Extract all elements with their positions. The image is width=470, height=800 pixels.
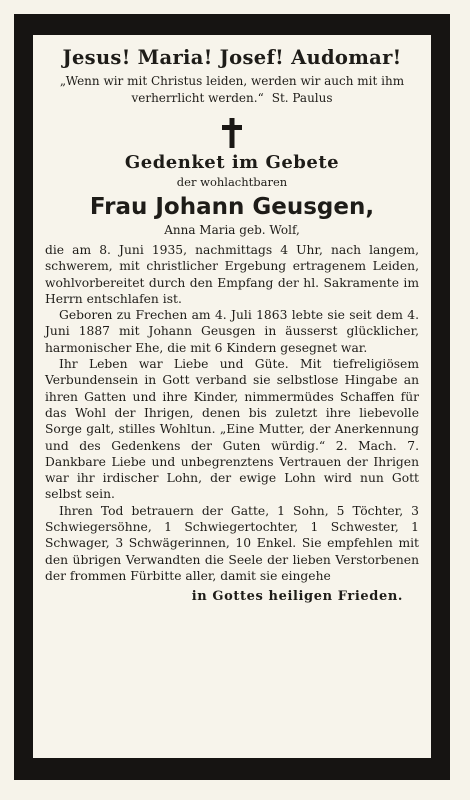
card-inner-panel (33, 35, 431, 758)
deceased-name: Frau Johann Geusgen, (89, 194, 375, 220)
motto-author: St. Paulus (271, 91, 333, 105)
scripture-motto (45, 73, 419, 107)
motto-text: „Wenn wir mit Christus leiden, werden wir auch mit ihm verherrlicht werden.“ (59, 74, 405, 105)
paragraph-life: Geboren zu Frechen am 4. Juli 1863 lebte sie seit dem 4. Juni 1887 mit Johann Geusgen in äusserst glücklicher, harmonischer Ehe, die mit 6 Kindern gesegnet war. (45, 308, 419, 355)
paragraph-character: Ihr Leben war Liebe und Güte. Mit tiefreligiösem Verbundensein in Gott verband sie selbstlose Hingabe an ihren Gatten und ihre Kinder, nimmermüdes Schaffen für das Wohl der Ihrigen, denen bis zuletzt ihre liebevolle Sorge galt, stilles Wohltun. „Eine Mutter, der Anerkennung und des Gedenkens der Guten würdig.“ 2. Mach. 7. Dankbare Liebe und unbegrenztens Vertrauen der Ihrigen war ihr irdischer Lohn, der ewige Lohn wird nun Gott selbst sein. (45, 357, 419, 502)
card-content (45, 45, 419, 606)
black-mourning-border (14, 14, 450, 780)
honorific-line: der wohlachtbaren (176, 175, 288, 189)
invocation-title: Jesus! Maria! Josef! Audomar! (62, 46, 402, 69)
paragraph-death: die am 8. Juni 1935, nachmittags 4 Uhr, nach langem, schwerem, mit christlicher Ergebung ertragenem Leiden, wohlvorbereitet durch den Empfang der hl. Sakramente im Herrn entschlafen ist. (45, 243, 419, 306)
closing-line: in Gottes heiligen Frieden. (191, 589, 403, 605)
prayer-request-heading: Gedenket im Gebete (124, 152, 340, 173)
obituary-text (45, 242, 419, 584)
maiden-name: Anna Maria geb. Wolf, (164, 223, 300, 237)
paragraph-mourners: Ihren Tod betrauern der Gatte, 1 Sohn, 5 Töchter, 3 Schwiegersöhne, 1 Schwiegertochter, 1 Schwester, 1 Schwager, 3 Schwägerinnen, 10 Enkel. Sie empfehlen mit den übrigen Verwandten die Seele der lieben Verstorbenen der frommen Fürbitte aller, damit sie eingehe (45, 503, 419, 583)
latin-cross-icon (221, 118, 243, 148)
